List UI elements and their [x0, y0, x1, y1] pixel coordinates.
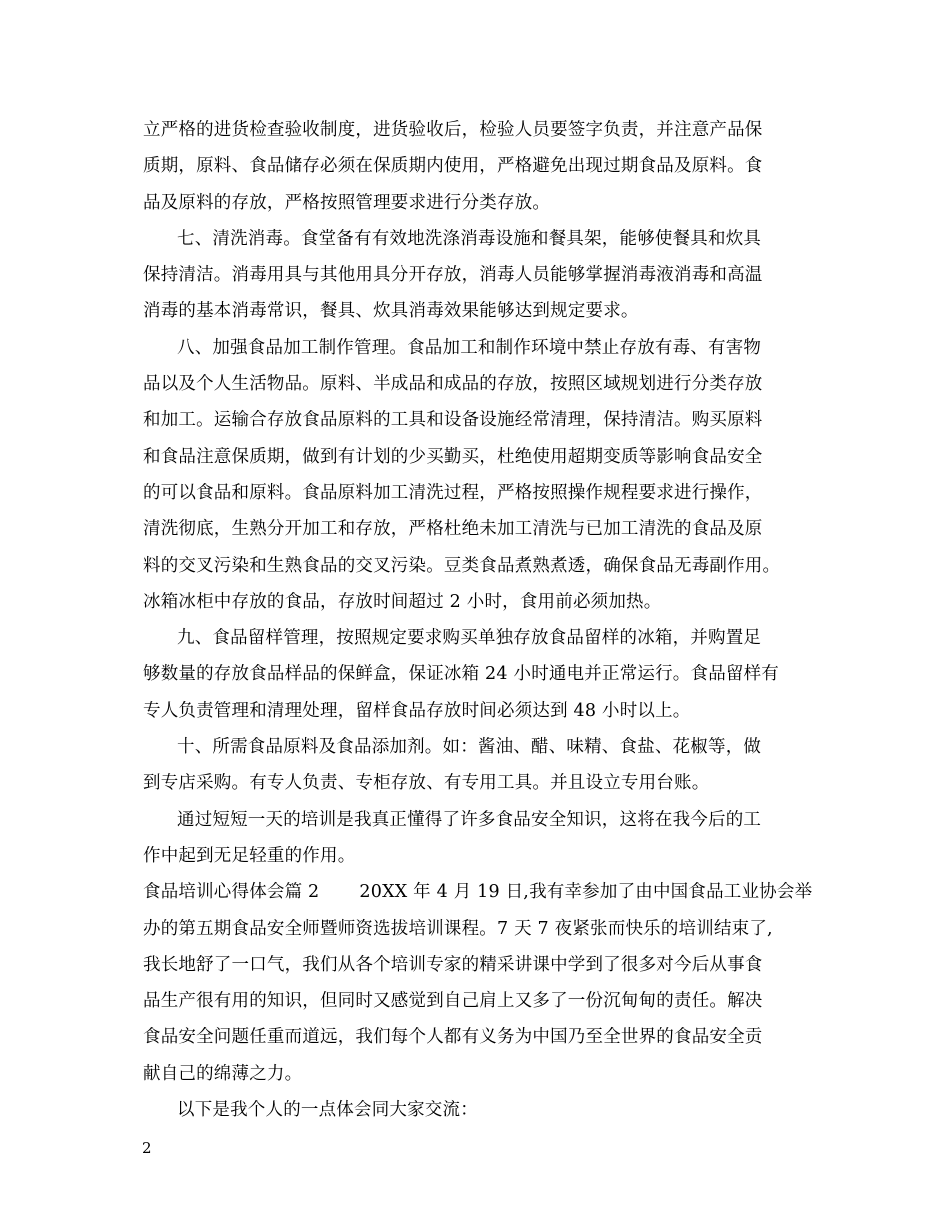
text-line: 七、清洗消毒。食堂备有有效地洗涤消毒设施和餐具架，能够使餐具和炊具 [177, 228, 762, 249]
section-title: 食品培训心得体会篇 2 [143, 882, 320, 903]
text-line: 以下是我个人的一点体会同大家交流： [177, 1100, 478, 1121]
text-line: 献自己的绵薄之力。 [143, 1063, 303, 1084]
text-line: 立严格的进货检查验收制度，进货验收后，检验人员要签字负责，并注意产品保 [143, 120, 763, 140]
text-line: 八、加强食品加工制作管理。食品加工和制作环境中禁止存放有毒、有害物 [177, 337, 762, 358]
text-line: 料的交叉污染和生熟食品的交叉污染。豆类食品煮熟煮透，确保食品无毒副作用。 [143, 555, 781, 576]
text-line: 够数量的存放食品样品的保鲜盒，保证冰箱 24 小时通电并正常运行。食品留样有 [143, 664, 779, 685]
text-line: 消毒的基本消毒常识，餐具、炊具消毒效果能够达到规定要求。 [143, 301, 639, 322]
text-line: 专人负责管理和清理处理，留样食品存放时间必须达到 48 小时以上。 [143, 700, 691, 721]
section-first-line: 20XX 年 4 月 19 日,我有幸参加了由中国食品工业协会举 [359, 882, 813, 903]
text-line: 和加工。运输合存放食品原料的工具和设备设施经常清理，保持清洁。购买原料 [143, 410, 763, 431]
document-body [143, 112, 823, 1128]
text-line: 品生产很有用的知识，但同时又感觉到自己肩上又多了一份沉甸甸的责任。解决 [143, 991, 763, 1012]
text-line: 食品安全问题任重而道远，我们每个人都有义务为中国乃至全世界的食品安全贡 [143, 1027, 763, 1048]
text-line: 九、食品留样管理，按照规定要求购买单独存放食品留样的冰箱，并购置足 [177, 628, 762, 649]
text-line: 清洗彻底，生熟分开加工和存放，严格杜绝未加工清洗与已加工清洗的食品及原 [143, 519, 763, 540]
text-line: 到专店采购。有专人负责、专柜存放、有专用工具。并且设立专用台账。 [143, 773, 710, 794]
text-line: 我长地舒了一口气，我们从各个培训专家的精采讲课中学到了很多对今后从事食 [143, 954, 763, 975]
text-line: 通过短短一天的培训是我真正懂得了许多食品安全知识，这将在我今后的工 [177, 809, 762, 830]
text-line: 十、所需食品原料及食品添加剂。如：酱油、醋、味精、食盐、花椒等，做 [177, 737, 762, 758]
text-line: 办的第五期食品安全师暨师资选拔培训课程。7 天 7 夜紧张而快乐的培训结束了, [143, 918, 773, 939]
text-line: 和食品注意保质期，做到有计划的少买勤买，杜绝使用超期变质等影响食品安全 [143, 446, 763, 467]
page-number: 2 [142, 1139, 152, 1157]
text-line: 品及原料的存放，严格按照管理要求进行分类存放。 [143, 192, 551, 213]
text-line: 的可以食品和原料。食品原料加工清洗过程，严格按照操作规程要求进行操作， [143, 482, 763, 503]
section-heading-line [143, 874, 823, 910]
text-line: 作中起到无足轻重的作用。 [143, 845, 356, 866]
text-line: 品以及个人生活物品。原料、半成品和成品的存放，按照区域规划进行分类存放 [143, 374, 763, 395]
text-line: 质期，原料、食品储存必须在保质期内使用，严格避免出现过期食品及原料。食 [143, 156, 763, 177]
text-line: 冰箱冰柜中存放的食品，存放时间超过 2 小时，食用前必须加热。 [143, 591, 662, 612]
text-line: 保持清洁。消毒用具与其他用具分开存放，消毒人员能够掌握消毒液消毒和高温 [143, 265, 763, 286]
